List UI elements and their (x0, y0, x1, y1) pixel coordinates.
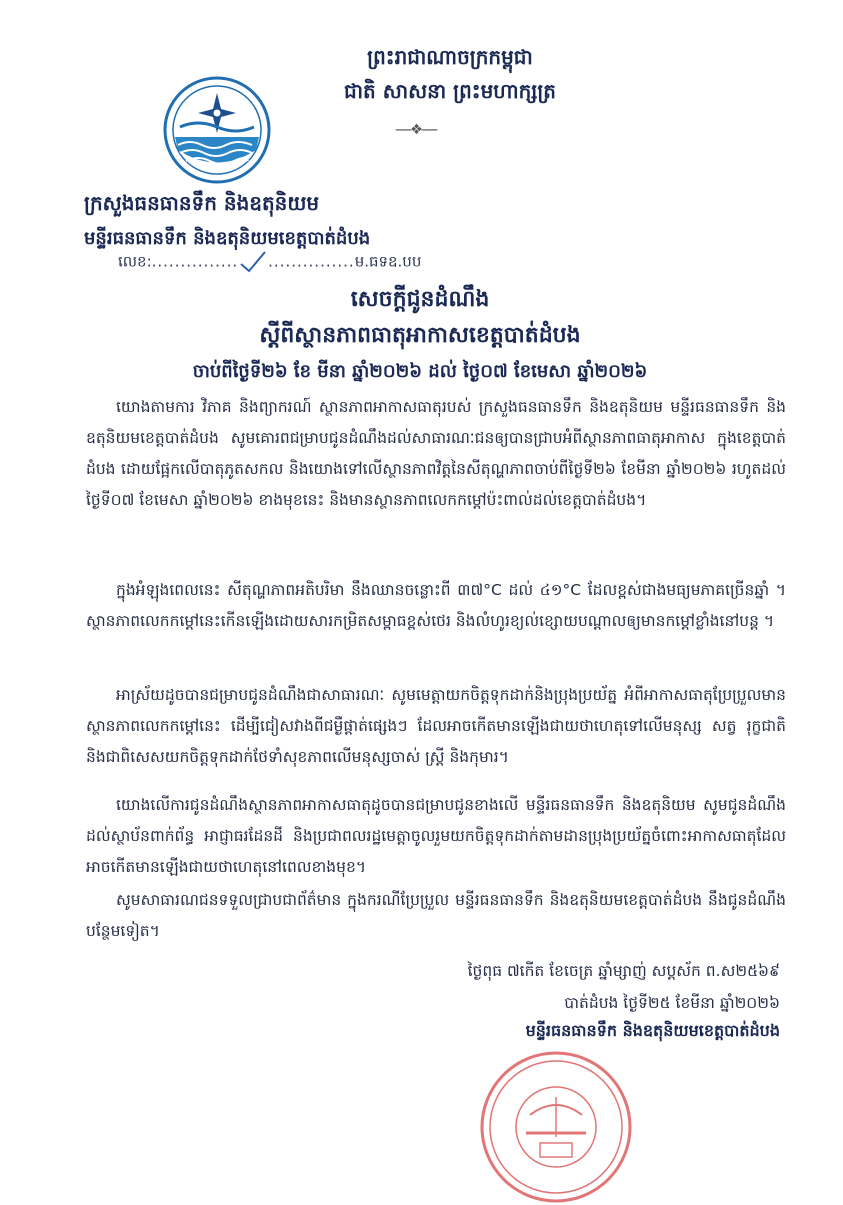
paragraph-1: យោងតាមការ វិភាគ និងព្យាករណ៍ ស្ថានភាពអាកាសធាតុរបស់ ក្រសួងធនធានទឹក និងឧតុនិយម មន្ទីរធនធានទឹក និងឧតុនិយមខេត្តបាត់ដំបង សូមគោរពជម្រាបជូនដំណឹងដល់សាធារណៈជនឲ្យបានជ្រាបអំពីស្ថានភាពធាតុអាកាស ក្នុងខេត្តបាត់ដំបង ដោយផ្អែកលើបាតុភូតសកល និងយោងទៅលើស្ថានភាពវិត្តនៃសីតុណ្ហភាពចាប់ពីថ្ងៃទី២៦ ខែមីនា ឆ្នាំ២០២៦ រហូតដល់ថ្ងៃទី០៧ ខែមេសា ឆ្នាំ២០២៦ ខាងមុខនេះ និងមានស្ថានភាពលេកកម្តៅប៉ះពាល់ដល់ខេត្តបាត់ដំបង។ (86, 398, 786, 509)
lunar-date: ថ្ងៃពុធ ៧កើត ខែចេត្រ ឆ្នាំម្សាញ់ សប្តស័ក ព.ស២៥៦៩ (467, 962, 780, 980)
ministry-name: ក្រសួងធនធានទឹក និងឧតុនិយម (84, 191, 320, 215)
reference-dots: ............... (151, 252, 239, 271)
notice-period: ចាប់ពីថ្ងៃទី២៦ ខែ មីនា ឆ្នាំ២០២៦ ដល់ ថ្ងៃ០៧ ខែមេសា ឆ្នាំ២០២៦ (192, 361, 648, 382)
notice-title (70, 282, 770, 390)
notice-heading: សេចក្តីជូនដំណឹង (350, 287, 490, 312)
national-motto: ជាតិ សាសនា ព្រះមហាក្សត្រ (344, 79, 556, 103)
reference-label: លេខ: (118, 252, 152, 271)
reference-dots-2: ............... (268, 252, 355, 271)
notice-subject: ស្តីពីស្ថានភាពធាតុអាកាសខេត្តបាត់ដំបង (259, 323, 581, 348)
paragraph-2: ក្នុងអំឡុងពេលនេះ សីតុណ្ហភាពអតិបរិមា នឹងឈានចន្លោះពី ៣៧°C ដល់ ៤១°C ដែលខ្ពស់ជាងមធ្យមភាគច្រើនឆ្នាំ ។ ស្ថានភាពលេកកម្តៅនេះកើនឡើងដោយសារកម្រិតសម្ពាធខ្ពស់ថេរ និងលំហូរខ្យល់ខ្សោយបណ្តាលឲ្យមានកម្តៅខ្លាំងនៅបន្ត ។ (86, 581, 786, 630)
paragraph-5: សូមសាធារណជនទទួលជ្រាបជាព័ត៌មាន ក្នុងករណីប្រែប្រួល មន្ទីរធនធានទឹក និងឧតុនិយមខេត្តបាត់ដំបង នឹងជូនដំណឹងបន្ថែមទៀត។ (86, 891, 786, 940)
date-block (380, 955, 780, 1019)
signer-name: មន្ទីរធនធានទឹក និងឧតុនិយមខេត្តបាត់ដំបង (525, 1021, 780, 1040)
ministry-block (84, 185, 370, 257)
reference-suffix: ម.ធទឧ.បប (354, 252, 422, 271)
ministry-logo-icon (160, 75, 275, 185)
reference-number (118, 250, 421, 275)
paragraph-3: អាស្រ័យដូចបានជម្រាបជូនដំណឹងជាសាធារណៈ សូមមេត្តាយកចិត្តទុកដាក់និងប្រុងប្រយ័ត្ន អំពីអាកាសធាតុប្រែប្រួលមានស្ថានភាពលេកកម្តៅនេះ ដើម្បីជៀសវាងពីជម្ងឺផ្តាត់ផ្សេងៗ ដែលអាចកើតមានឡើងជាយថាហេតុទៅលើមនុស្ស សត្វ រុក្ខជាតិ និងជាពិសេសយកចិត្តទុកដាក់ថែទាំសុខភាពលើមនុស្សចាស់ ស្ត្រី និងកុមារ។ (86, 686, 786, 766)
check-mark-icon (238, 250, 268, 274)
department-name: មន្ទីរធនធានទឹក និងឧតុនិយមខេត្តបាត់ដំបង (84, 228, 371, 249)
official-stamp-icon (468, 1045, 643, 1205)
paragraph-4: យោងលើការជូនដំណឹងស្ថានភាពអាកាសធាតុដូចបានជម្រាបជូនខាងលើ មន្ទីរធនធានទឹក និងឧតុនិយម សូមជូនដំណឹងដល់ស្ថាប័នពាក់ព័ន្ធ អាជ្ញាធរដែនដី និងប្រជាពលរដ្ឋមេត្តាចូលរួមយកចិត្តទុកដាក់តាមដានប្រុងប្រយ័ត្នចំពោះអាកាសធាតុដែលអាចកើតមានឡើងជាយថាហេតុនៅពេលខាងមុខ។ (86, 796, 786, 876)
kingdom-header (300, 40, 600, 108)
header-ornament: -----❖----- (395, 122, 437, 138)
kingdom-title: ព្រះរាជាណាចក្រកម្ពុជា (367, 45, 533, 69)
place-date: បាត់ដំបង ថ្ងៃទី២៥ ខែមីនា ឆ្នាំ២០២៦ (564, 994, 780, 1012)
